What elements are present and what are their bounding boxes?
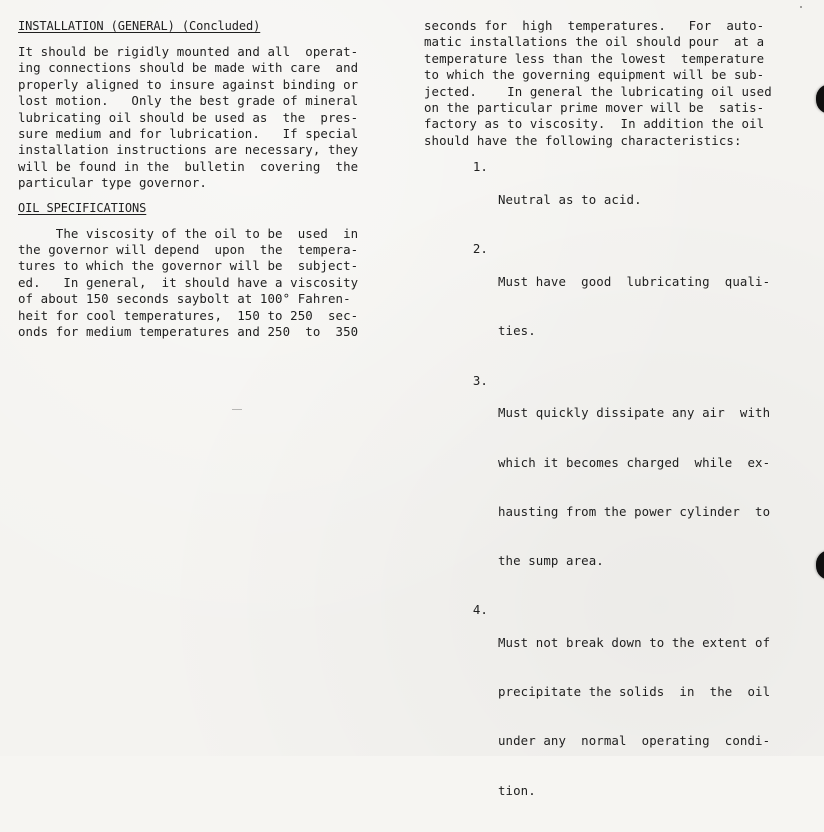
oil-spec-paragraph (18, 226, 396, 341)
paragraph-line: ing connections should be made with care and (18, 60, 359, 76)
binder-hole-bottom (816, 550, 824, 580)
paragraph-line: properly aligned to insure against binding or (18, 76, 359, 92)
paragraph-line: jected. In general the lubricating oil used (424, 83, 772, 99)
list-number: 1. (472, 159, 488, 175)
paper-speck (232, 409, 242, 410)
list-item-text (498, 241, 798, 372)
paragraph-line: onds for medium temperatures and 250 to 350 (18, 324, 359, 340)
paragraph-line: of about 150 seconds saybolt at 100° Fahren- (18, 291, 351, 307)
spacer (18, 216, 396, 226)
oil-spec-heading: OIL SPECIFICATIONS (18, 200, 147, 215)
paragraph-line: lost motion. Only the best grade of mineral (18, 93, 359, 109)
list-line: the sump area. (498, 553, 604, 568)
paragraph-line: the governor will depend upon the tempera- (18, 242, 359, 258)
spacer (18, 192, 396, 200)
list-line: Must have good lubricating quali- (498, 274, 771, 290)
list-item (466, 241, 804, 372)
continuation-paragraph (424, 18, 804, 149)
paragraph-line: lubricating oil should be used as the pres- (18, 109, 359, 125)
paragraph-line: to which the governing equipment will be sub- (424, 67, 765, 83)
list-item (466, 602, 804, 832)
paragraph-line: particular type governor. (18, 175, 207, 191)
characteristics-list (466, 159, 804, 832)
right-column (424, 18, 804, 832)
list-item-text (498, 602, 798, 832)
paragraph-line: tures to which the governor will be subject- (18, 258, 359, 274)
paragraph-line: factory as to viscosity. In addition the oil (424, 116, 765, 132)
paragraph-line: The viscosity of the oil to be used in (18, 225, 359, 241)
list-line: ties. (498, 323, 536, 339)
paragraph-line: will be found in the bulletin covering the (18, 158, 359, 174)
list-line: tion. (498, 782, 536, 798)
installation-paragraph (18, 44, 396, 192)
list-item (466, 159, 804, 241)
list-number: 3. (472, 372, 488, 388)
paragraph-line: heit for cool temperatures, 150 to 250 sec- (18, 307, 359, 323)
left-column (18, 18, 396, 341)
list-number: 2. (472, 241, 488, 257)
paragraph-line: seconds for high temperatures. For auto- (424, 18, 765, 33)
paragraph-line: installation instructions are necessary, they (18, 142, 359, 158)
paragraph-line: on the particular prime mover will be satis- (424, 100, 765, 116)
paragraph-line: sure medium and for lubrication. If special (18, 126, 359, 142)
paragraph-line: should have the following characteristics: (424, 132, 742, 148)
paper-speck (800, 6, 802, 8)
list-number: 4. (472, 602, 488, 618)
list-item-text (498, 373, 798, 603)
list-line: Neutral as to acid. (498, 192, 642, 208)
list-line: under any normal operating condi- (498, 733, 771, 749)
list-line: which it becomes charged while ex- (498, 454, 771, 470)
list-line: Must not break down to the extent of (498, 635, 771, 651)
list-line: Must quickly dissipate any air with (498, 405, 771, 421)
installation-heading: INSTALLATION (GENERAL) (Concluded) (18, 19, 261, 33)
binder-hole-top (816, 84, 824, 114)
paragraph-line: It should be rigidly mounted and all operat- (18, 44, 359, 59)
list-line: precipitate the solids in the oil (498, 684, 771, 700)
list-item (466, 373, 804, 603)
list-line: hausting from the power cylinder to (498, 503, 771, 519)
list-item-text (498, 159, 798, 241)
spacer (18, 34, 396, 44)
paragraph-line: matic installations the oil should pour at a (424, 34, 765, 50)
paragraph-line: temperature less than the lowest temperature (424, 50, 765, 66)
paragraph-line: ed. In general, it should have a viscosity (18, 274, 359, 290)
